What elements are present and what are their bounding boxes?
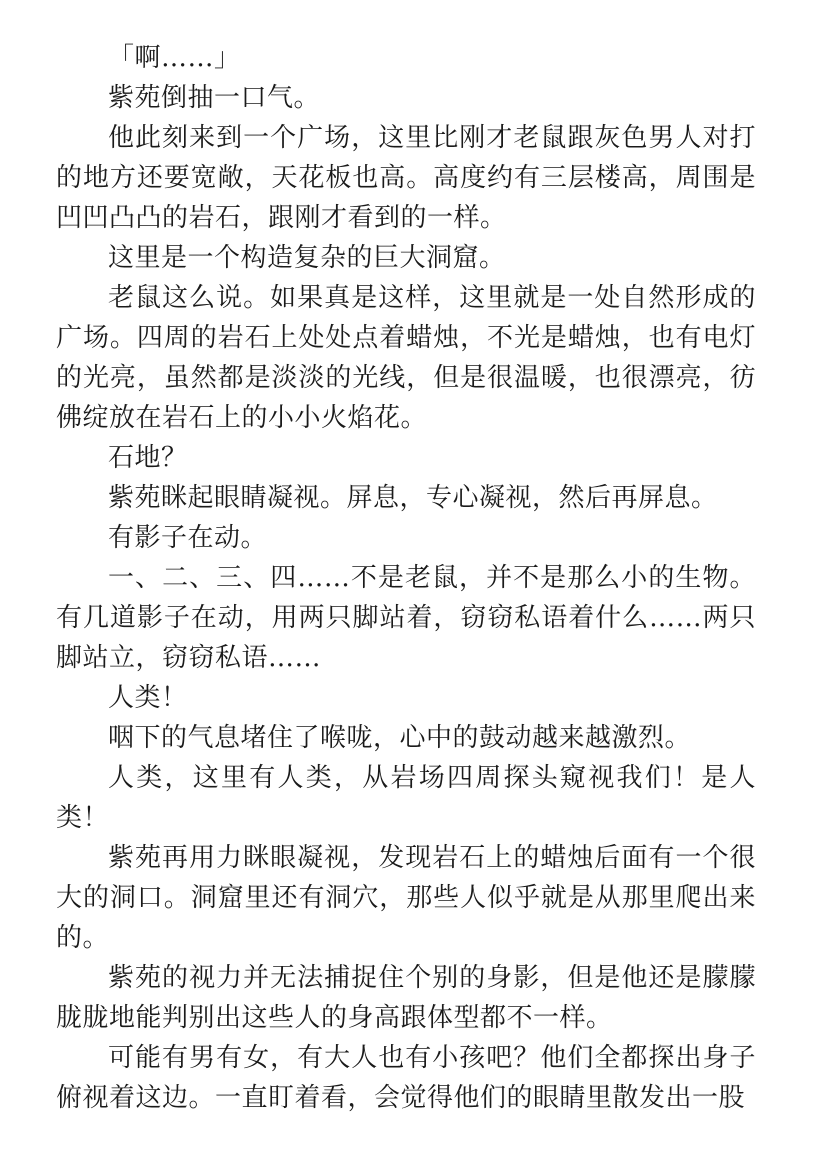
paragraph: 咽下的气息堵住了喉咙，心中的鼓动越来越激烈。 [108,723,692,753]
paragraph: 可能有男有女，有大人也有小孩吧？他们全都探出身子俯视着这边。一直盯着看，会觉得他们的眼睛里散发出一股 [56,1043,756,1113]
paragraph: 老鼠这么说。如果真是这样，这里就是一处自然形成的广场。四周的岩石上处处点着蜡烛，不光是蜡烛，也有电灯的光亮，虽然都是淡淡的光线，但是很温暖，也很漂亮，彷佛绽放在岩石上的小小火焰花。 [56,283,756,433]
paragraph: 紫苑的视力并无法捕捉住个别的身影，但是他还是朦朦胧胧地能判别出这些人的身高跟体型都不一样。 [56,963,756,1033]
paragraph: 一、二、三、四……不是老鼠，并不是那么小的生物。有几道影子在动，用两只脚站着，窃窃私语着什么……两只脚站立，窃窃私语…… [56,563,756,673]
paragraph: 他此刻来到一个广场，这里比刚才老鼠跟灰色男人对打的地方还要宽敞，天花板也高。高度约有三层楼高，周围是凹凹凸凸的岩石，跟刚才看到的一样。 [56,123,756,233]
paragraph: 人类！ [108,683,188,713]
paragraph: 这里是一个构造复杂的巨大洞窟。 [108,243,506,273]
paragraph: 「啊……」 [108,43,241,73]
paragraph: 紫苑倒抽一口气。 [108,83,321,113]
paragraph: 紫苑眯起眼睛凝视。屏息，专心凝视，然后再屏息。 [108,483,718,513]
paragraph: 石地？ [108,443,188,473]
paragraph: 紫苑再用力眯眼凝视，发现岩石上的蜡烛后面有一个很大的洞口。洞窟里还有洞穴，那些人似乎就是从那里爬出来的。 [56,843,756,953]
paragraph: 人类，这里有人类，从岩场四周探头窥视我们！是人类！ [56,763,756,833]
paragraph: 有影子在动。 [108,523,268,553]
page-text [56,38,756,1118]
